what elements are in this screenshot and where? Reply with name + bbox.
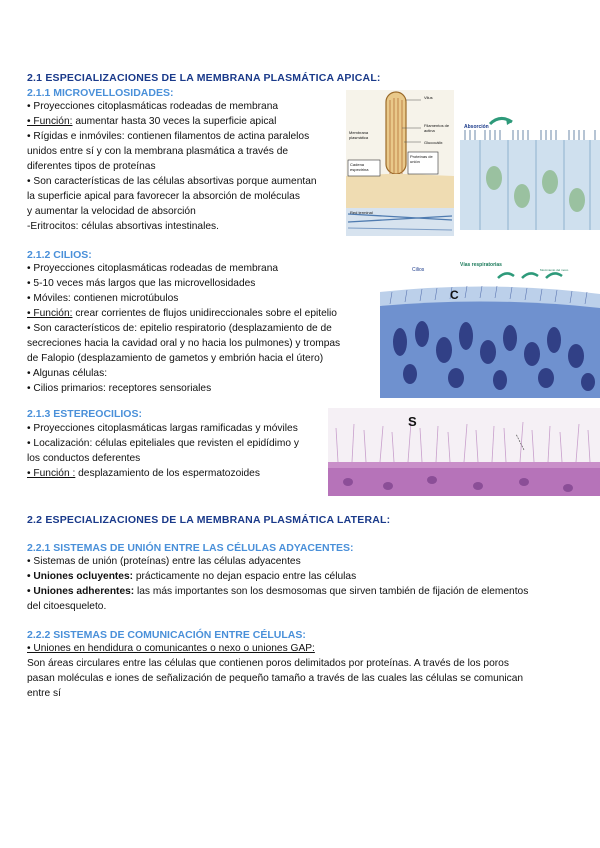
- section-title-lateral: 2.2 ESPECIALIZACIONES DE LA MEMBRANA PLASMÁTICA LATERAL:: [27, 514, 391, 526]
- label-absorcion: Absorción: [464, 124, 489, 130]
- label-movimiento-moco: Movimiento del moco: [540, 268, 569, 272]
- micro-line-4: unidos entre sí y con la membrana plasmática a través de: [27, 146, 289, 157]
- cilios-line-2: • 5-10 veces más largos que las microvellosidades: [27, 278, 256, 289]
- micro-line-6: • Son características de las células absortivas porque aumentan: [27, 176, 317, 187]
- comunic-line-4: entre sí: [27, 688, 61, 699]
- cilios-line-7: de Falopio (desplazamiento de gametos y embrión hacia el útero): [27, 353, 324, 364]
- cilios-line-9: • Cilios primarios: receptores sensoriales: [27, 383, 212, 394]
- microvilli-diagram: [346, 90, 454, 236]
- label-s: S: [408, 414, 417, 429]
- micro-line-3: • Rígidas e inmóviles: contienen filamentos de actina paralelos: [27, 131, 310, 142]
- cilios-line-1: • Proyecciones citoplasmáticas rodeadas de membrana: [27, 263, 279, 274]
- absorptive-cells-illustration: [460, 112, 600, 230]
- cilia-micrograph: [380, 262, 600, 398]
- label-membrana: Membrana plasmática: [349, 130, 369, 140]
- label-vias-respiratorias: Vías respiratorias: [460, 262, 502, 268]
- label-cilios: Cilios: [412, 267, 425, 273]
- micro-line-7: la superficie apical para favorecer la absorción de moléculas: [27, 191, 300, 202]
- label-vilus: Vilus: [424, 95, 433, 100]
- cilios-line-4: • Función: crear corrientes de flujos unidireccionales sobre el epitelio: [27, 308, 337, 319]
- heading-microvellosidades: 2.1.1 MICROVELLOSIDADES:: [27, 87, 174, 99]
- label-actina: Filamentos de actina: [424, 123, 450, 133]
- estereo-line-4: • Función : desplazamiento de los espermatozoides: [27, 468, 260, 479]
- estereo-line-3: los conductos deferentes: [27, 453, 141, 464]
- union-line-2: • Uniones ocluyentes: prácticamente no dejan espacio entre las células: [27, 571, 357, 582]
- stereocilia-micrograph: [328, 408, 600, 496]
- heading-comunicacion: 2.2.2 SISTEMAS DE COMUNICACIÓN ENTRE CÉLULAS:: [27, 629, 306, 641]
- micro-line-9: -Eritrocitos: células absortivas intestinales.: [27, 221, 219, 232]
- label-red-terminal: Red terminal: [350, 210, 373, 215]
- comunic-line-3: pasan moléculas e iones de señalización de pequeño tamaño a través de las cuales las células se comunican: [27, 673, 524, 684]
- union-line-4: del citoesqueleto.: [27, 601, 107, 612]
- cilios-line-3: • Móviles: contienen microtúbulos: [27, 293, 179, 304]
- comunic-line-1: • Uniones en hendidura o comunicantes o nexo o uniones GAP:: [27, 643, 315, 654]
- label-espectrina: Cadena espectrina: [350, 162, 369, 172]
- estereo-line-2: • Localización: células epiteliales que revisten el epidídimo y: [27, 438, 299, 449]
- micro-line-1: • Proyecciones citoplasmáticas rodeadas de membrana: [27, 101, 279, 112]
- label-proteinas: Proteínas de unión: [410, 154, 433, 164]
- heading-cilios: 2.1.2 CILIOS:: [27, 249, 92, 261]
- cilios-line-5: • Son característicos de: epitelio respiratorio (desplazamiento de de: [27, 323, 332, 334]
- label-glucocalix: Glucocálix: [424, 140, 443, 145]
- label-c: C: [450, 288, 459, 302]
- heading-union: 2.2.1 SISTEMAS DE UNIÓN ENTRE LAS CÉLULAS ADYACENTES:: [27, 542, 354, 554]
- comunic-line-2: Son áreas circulares entre las células que contienen poros delimitados por proteínas. A través de los poros: [27, 658, 509, 669]
- micro-line-2: • Función: aumentar hasta 30 veces la superficie apical: [27, 116, 277, 127]
- section-title-apical: 2.1 ESPECIALIZACIONES DE LA MEMBRANA PLASMÁTICA APICAL:: [27, 72, 381, 84]
- union-line-3: • Uniones adherentes: las más importantes son los desmosomas que sirven también de fijación de elementos: [27, 586, 529, 597]
- cilios-line-8: • Algunas células:: [27, 368, 108, 379]
- cilios-line-6: secreciones hacia la cavidad oral y no hacia los pulmones) y trompas: [27, 338, 341, 349]
- union-line-1: • Sistemas de unión (proteínas) entre las células adyacentes: [27, 556, 301, 567]
- micro-line-5: diferentes tipos de proteínas: [27, 161, 156, 172]
- heading-estereocilios: 2.1.3 ESTEREOCILIOS:: [27, 408, 142, 420]
- estereo-line-1: • Proyecciones citoplasmáticas largas ramificadas y móviles: [27, 423, 298, 434]
- micro-line-8: y aumentar la velocidad de absorción: [27, 206, 196, 217]
